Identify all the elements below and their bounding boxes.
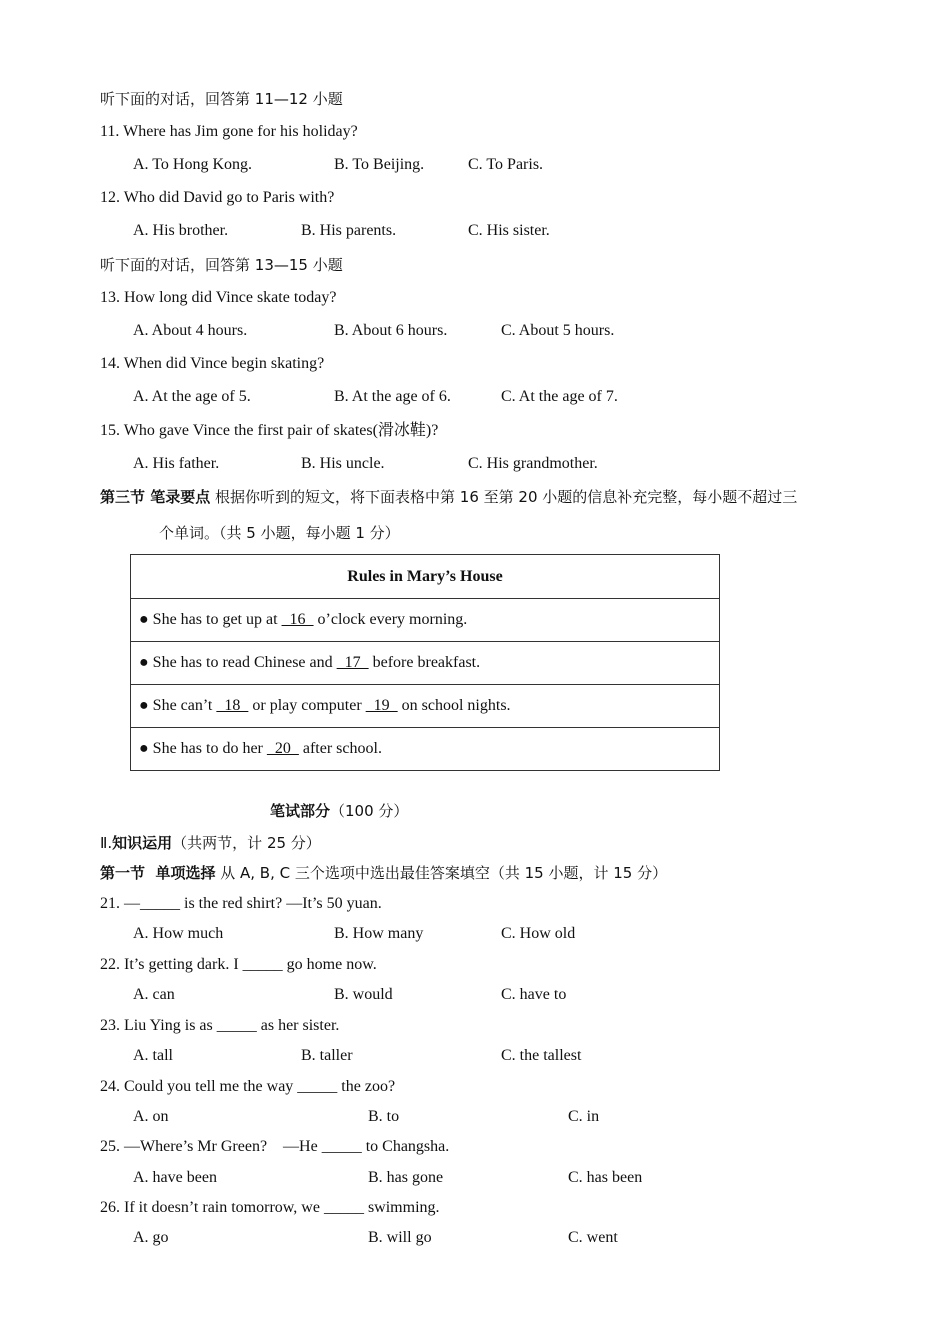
rules-table-row — [131, 598, 719, 641]
question-26-option-a: A. go — [133, 1229, 169, 1246]
rules-table-row — [131, 641, 719, 684]
part1-heading — [100, 863, 667, 883]
question-21-option-a: A. How much — [133, 925, 224, 942]
question-13-option-a: A. About 4 hours. — [133, 322, 248, 339]
row-text: or play computer — [248, 697, 366, 714]
part3-line1-text: 根据你听到的短文，将下面表格中第 16 至第 20 小题的信息补充完整，每小题不超过三 — [215, 488, 798, 506]
question-15-stem: 15. Who gave Vince the first pair of skates(滑冰鞋)? — [100, 422, 439, 439]
question-14-option-c: C. At the age of 7. — [501, 388, 618, 405]
question-14-option-a: A. At the age of 5. — [133, 388, 251, 405]
question-11-stem: 11. Where has Jim gone for his holiday? — [100, 123, 358, 140]
section-2-note: （共两节，计 25 分） — [172, 834, 321, 852]
question-22-stem: 22. It’s getting dark. I _____ go home now. — [100, 956, 377, 973]
question-15-option-c: C. His grandmother. — [468, 455, 598, 472]
part1-note: 从 A, B, C 三个选项中选出最佳答案填空（共 15 小题，计 15 分） — [220, 864, 668, 882]
question-14-option-b: B. At the age of 6. — [334, 388, 451, 405]
question-25-option-c: C. has been — [568, 1169, 643, 1186]
question-25-option-a: A. have been — [133, 1169, 217, 1186]
question-23-stem: 23. Liu Ying is as _____ as her sister. — [100, 1017, 340, 1034]
question-26-stem: 26. If it doesn’t rain tomorrow, we _____ swimming. — [100, 1199, 440, 1216]
question-24-option-c: C. in — [568, 1108, 600, 1125]
question-21-option-b: B. How many — [334, 925, 424, 942]
part3-instruction-line1 — [100, 487, 797, 507]
rules-table-row — [131, 684, 719, 727]
rules-table-row — [131, 727, 719, 770]
question-26-option-b: B. will go — [368, 1229, 432, 1246]
part1-title: 第一节 单项选择 — [100, 864, 216, 882]
question-13-stem: 13. How long did Vince skate today? — [100, 289, 337, 306]
row-text: ● She can’t — [139, 697, 217, 714]
question-23-option-c: C. the tallest — [501, 1047, 582, 1064]
section-2-title: 知识运用 — [112, 834, 173, 852]
answer-blank-19: 19 — [365, 697, 398, 714]
row-text: ● She has to do her — [139, 740, 267, 757]
question-14-stem: 14. When did Vince begin skating? — [100, 355, 325, 372]
written-part-score: （100 分） — [330, 802, 409, 820]
answer-blank-20: 20 — [266, 740, 299, 757]
question-12-stem: 12. Who did David go to Paris with? — [100, 189, 335, 206]
row-text: ● She has to read Chinese and — [139, 654, 337, 671]
rules-table-title: Rules in Mary’s House — [347, 567, 503, 585]
question-24-option-a: A. on — [133, 1108, 169, 1125]
written-part-title: 笔试部分 — [270, 802, 331, 820]
question-23-option-a: A. tall — [133, 1047, 173, 1064]
question-24-option-b: B. to — [368, 1108, 400, 1125]
row-text: on school nights. — [397, 697, 511, 714]
question-15-option-a: A. His father. — [133, 455, 220, 472]
question-12-option-a: A. His brother. — [133, 222, 229, 239]
question-21-option-c: C. How old — [501, 925, 576, 942]
row-text: o’clock every morning. — [313, 611, 468, 628]
question-21-stem: 21. —_____ is the red shirt? —It’s 50 yuan. — [100, 895, 382, 912]
question-12-option-c: C. His sister. — [468, 222, 550, 239]
question-11-option-b: B. To Beijing. — [334, 156, 425, 173]
row-text: after school. — [298, 740, 382, 757]
question-22-option-b: B. would — [334, 986, 393, 1003]
question-23-option-b: B. taller — [301, 1047, 353, 1064]
row-text: ● She has to get up at — [139, 611, 282, 628]
section-2-number: Ⅱ. — [100, 834, 113, 852]
question-13-option-b: B. About 6 hours. — [334, 322, 448, 339]
question-13-option-c: C. About 5 hours. — [501, 322, 615, 339]
question-12-option-b: B. His parents. — [301, 222, 397, 239]
section-2-heading — [100, 833, 321, 853]
question-25-stem: 25. —Where’s Mr Green? —He _____ to Changsha. — [100, 1138, 450, 1155]
question-24-stem: 24. Could you tell me the way _____ the zoo? — [100, 1078, 396, 1095]
question-15-option-b: B. His uncle. — [301, 455, 385, 472]
section-instruction-13-15: 听下面的对话，回答第 13—15 小题 — [100, 256, 343, 274]
written-part-heading — [270, 801, 408, 821]
part3-instruction-line2: 个单词。（共 5 小题，每小题 1 分） — [159, 524, 400, 542]
question-22-option-a: A. can — [133, 986, 175, 1003]
answer-blank-17: 17 — [336, 654, 369, 671]
answer-blank-18: 18 — [216, 697, 249, 714]
question-11-option-c: C. To Paris. — [468, 156, 544, 173]
row-text: before breakfast. — [368, 654, 481, 671]
question-22-option-c: C. have to — [501, 986, 567, 1003]
answer-blank-16: 16 — [281, 611, 314, 628]
question-11-option-a: A. To Hong Kong. — [133, 156, 253, 173]
question-25-option-b: B. has gone — [368, 1169, 444, 1186]
section-instruction-11-12: 听下面的对话，回答第 11—12 小题 — [100, 90, 343, 108]
part3-title: 第三节 笔录要点 — [100, 488, 211, 506]
question-26-option-c: C. went — [568, 1229, 618, 1246]
rules-table — [130, 554, 720, 771]
